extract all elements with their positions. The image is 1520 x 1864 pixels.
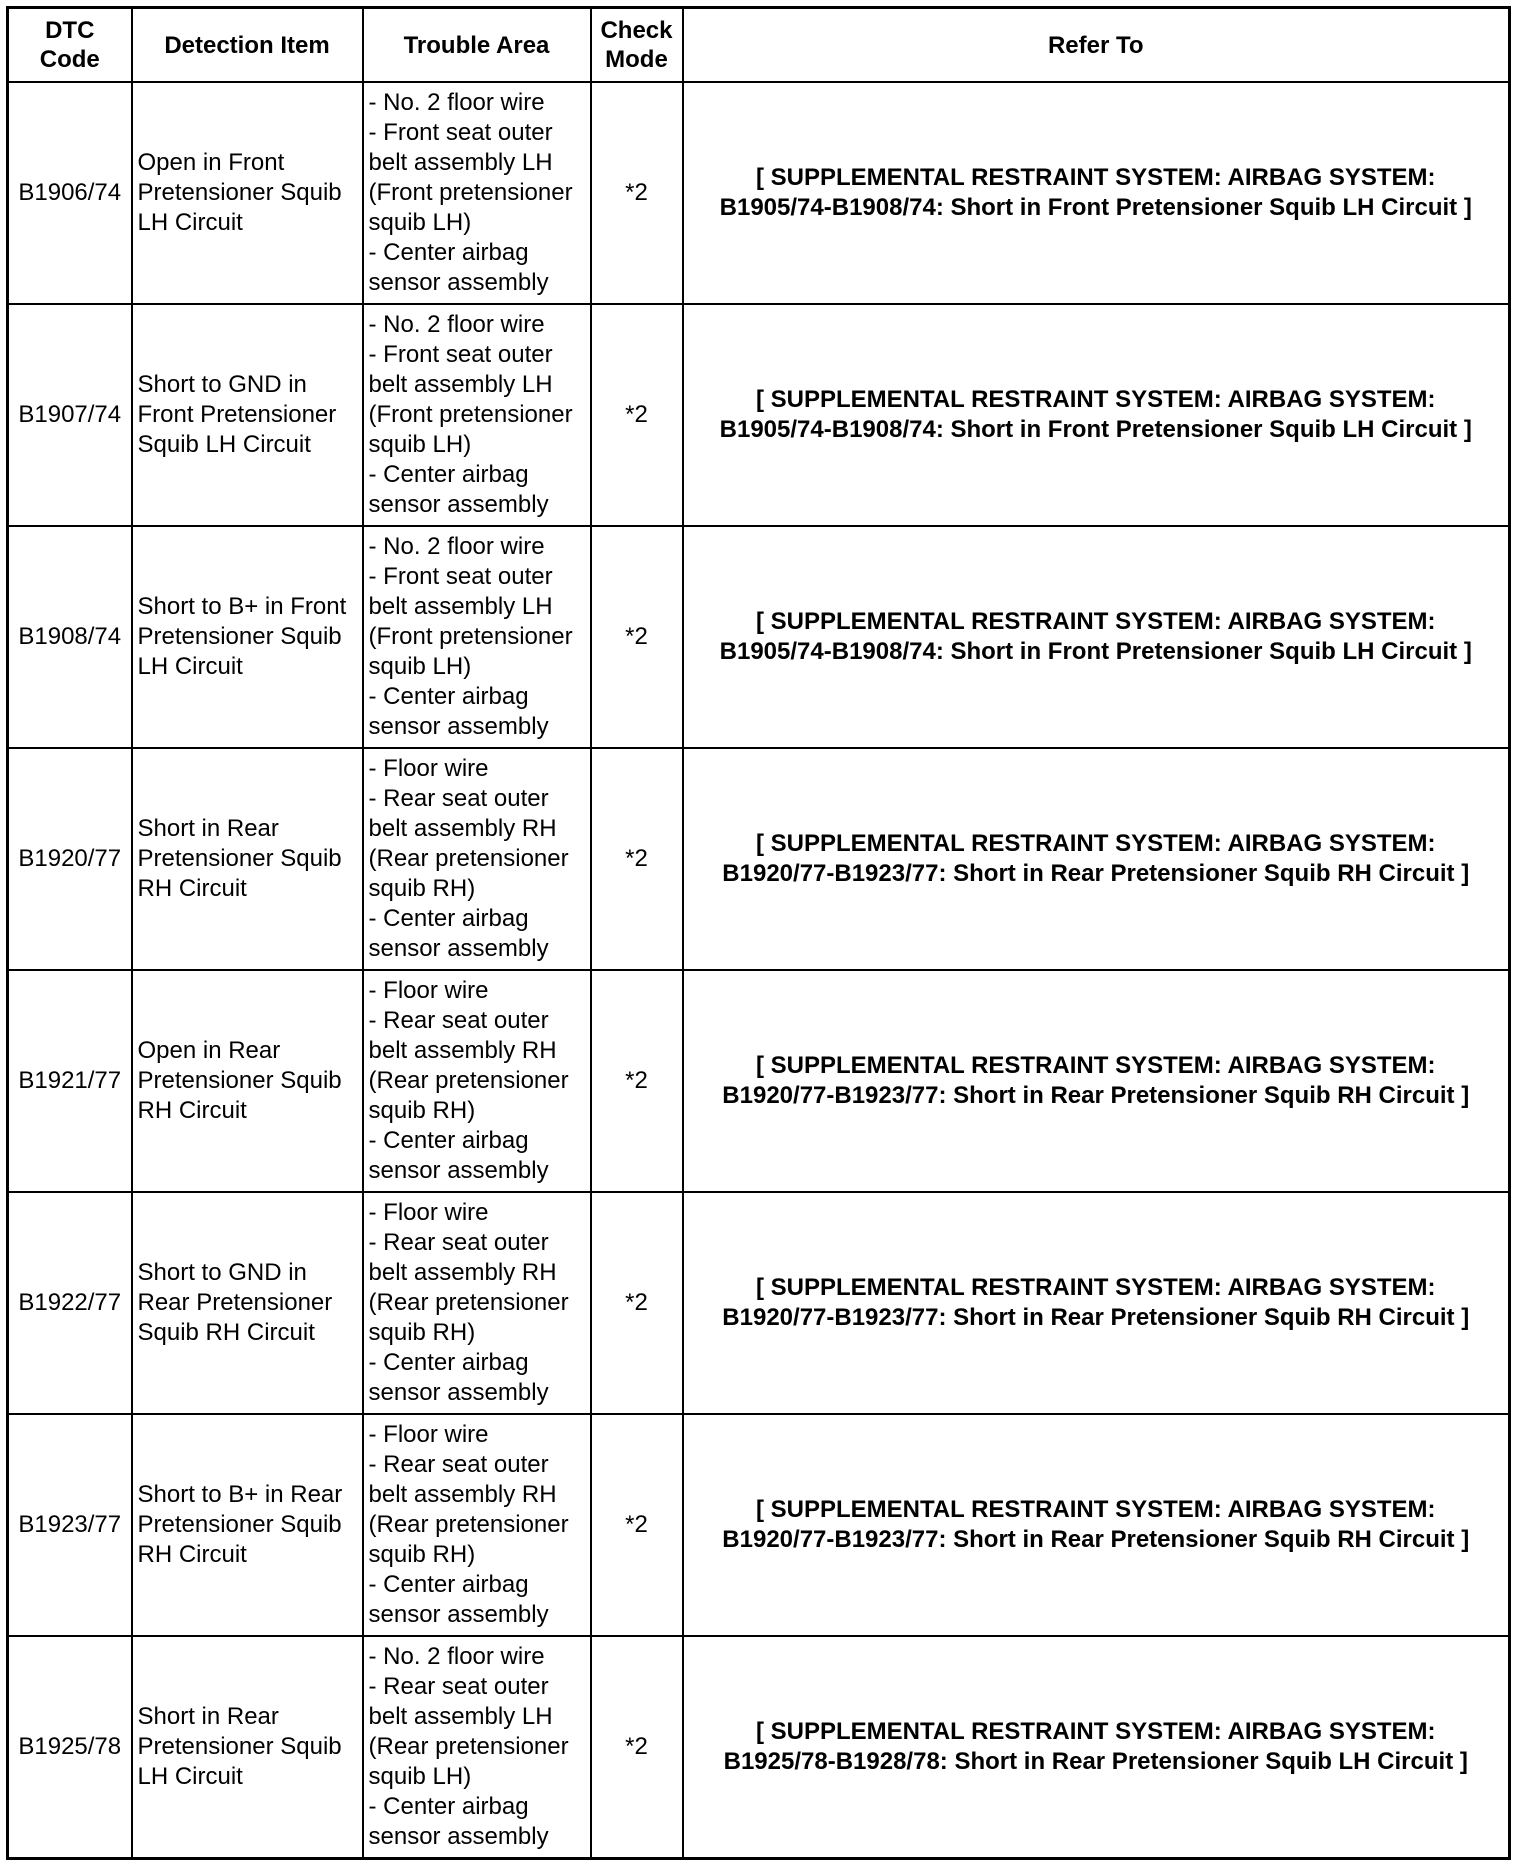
- refer-to-link[interactable]: [683, 1414, 1510, 1636]
- trouble-area-line: sensor assembly: [368, 713, 549, 740]
- detection-item-cell: [132, 970, 363, 1192]
- trouble-area-line: - Rear seat outer: [368, 1007, 549, 1034]
- trouble-area-line: (Front pretensioner: [368, 623, 573, 650]
- detection-item-line: Short in Rear: [137, 1702, 279, 1730]
- detection-item-line: Pretensioner Squib: [137, 1732, 342, 1760]
- trouble-area-line: squib RH): [368, 1541, 476, 1568]
- check-mode-cell: *2: [591, 82, 683, 304]
- dtc-code-cell: B1923/77: [8, 1414, 132, 1636]
- trouble-area-line: - Floor wire: [368, 977, 489, 1004]
- header-dtc-code: [8, 8, 132, 83]
- detection-item-line: Short to GND in: [137, 1259, 307, 1286]
- trouble-area-line: - Center airbag: [368, 683, 529, 710]
- trouble-area-line: (Rear pretensioner: [368, 1732, 569, 1760]
- refer-to-line: B1905/74-B1908/74: Short in Front Pretensioner Squib LH Circuit ]: [719, 416, 1472, 443]
- detection-item-cell: [132, 526, 363, 748]
- table-body: [8, 82, 1510, 1858]
- header-dtc-code-line: DTC: [45, 17, 95, 44]
- detection-item-cell: [132, 1192, 363, 1414]
- detection-item-line: Rear Pretensioner: [137, 1289, 333, 1316]
- detection-item-line: Pretensioner Squib: [137, 845, 342, 872]
- check-mode-cell: *2: [591, 304, 683, 526]
- dtc-code-cell: B1906/74: [8, 82, 132, 304]
- trouble-area-line: - Front seat outer: [368, 341, 553, 368]
- refer-to-link[interactable]: [683, 82, 1510, 304]
- trouble-area-line: - Rear seat outer: [368, 1229, 549, 1256]
- detection-item-line: Short in Rear: [137, 815, 279, 842]
- trouble-area-line: belt assembly RH: [368, 1259, 557, 1286]
- trouble-area-line: - Floor wire: [368, 1199, 489, 1226]
- table-row: [8, 1636, 1510, 1858]
- detection-item-cell: [132, 1414, 363, 1636]
- trouble-area-line: (Front pretensioner: [368, 401, 573, 428]
- trouble-area-line: sensor assembly: [368, 1157, 549, 1184]
- refer-to-line: [ SUPPLEMENTAL RESTRAINT SYSTEM: AIRBAG SYSTEM:: [755, 1274, 1436, 1301]
- detection-item-line: Front Pretensioner: [137, 401, 337, 428]
- detection-item-line: Open in Rear: [137, 1037, 281, 1064]
- trouble-area-line: belt assembly RH: [368, 815, 557, 842]
- trouble-area-line: belt assembly RH: [368, 1037, 557, 1064]
- refer-to-link[interactable]: [683, 526, 1510, 748]
- trouble-area-line: sensor assembly: [368, 491, 549, 518]
- trouble-area-line: sensor assembly: [368, 935, 549, 962]
- table-row: [8, 970, 1510, 1192]
- dtc-code-cell: B1925/78: [8, 1636, 132, 1858]
- trouble-area-line: (Rear pretensioner: [368, 1067, 569, 1094]
- refer-to-link[interactable]: [683, 748, 1510, 970]
- trouble-area-line: squib LH): [368, 209, 472, 236]
- trouble-area-line: - No. 2 floor wire: [368, 533, 545, 560]
- trouble-area-cell: [363, 82, 591, 304]
- refer-to-line: [ SUPPLEMENTAL RESTRAINT SYSTEM: AIRBAG SYSTEM:: [755, 830, 1436, 857]
- trouble-area-line: - Front seat outer: [368, 563, 553, 590]
- trouble-area-line: squib RH): [368, 1097, 476, 1124]
- header-trouble-area: Trouble Area: [363, 8, 591, 83]
- trouble-area-line: - Center airbag: [368, 1792, 529, 1820]
- detection-item-line: Open in Front: [137, 149, 285, 176]
- detection-item-line: Pretensioner Squib: [137, 179, 342, 206]
- trouble-area-line: - Floor wire: [368, 1421, 489, 1448]
- check-mode-cell: *2: [591, 970, 683, 1192]
- dtc-code-cell: B1920/77: [8, 748, 132, 970]
- trouble-area-line: - Center airbag: [368, 461, 529, 488]
- header-check-mode-line: Check: [600, 17, 673, 44]
- detection-item-cell: [132, 748, 363, 970]
- refer-to-line: [ SUPPLEMENTAL RESTRAINT SYSTEM: AIRBAG SYSTEM:: [755, 1496, 1436, 1523]
- check-mode-cell: *2: [591, 526, 683, 748]
- refer-to-line: B1920/77-B1923/77: Short in Rear Pretensioner Squib RH Circuit ]: [722, 1526, 1470, 1553]
- refer-to-line: B1905/74-B1908/74: Short in Front Pretensioner Squib LH Circuit ]: [719, 194, 1472, 221]
- trouble-area-line: sensor assembly: [368, 269, 549, 296]
- dtc-code-cell: B1907/74: [8, 304, 132, 526]
- trouble-area-line: - Center airbag: [368, 1349, 529, 1376]
- dtc-code-cell: B1908/74: [8, 526, 132, 748]
- trouble-area-line: (Rear pretensioner: [368, 1289, 569, 1316]
- detection-item-line: Short to GND in: [137, 371, 307, 398]
- detection-item-line: Pretensioner Squib: [137, 623, 342, 650]
- trouble-area-line: squib RH): [368, 875, 476, 902]
- trouble-area-line: belt assembly LH: [368, 149, 553, 176]
- refer-to-line: B1920/77-B1923/77: Short in Rear Pretensioner Squib RH Circuit ]: [722, 1304, 1470, 1331]
- table-row: [8, 526, 1510, 748]
- trouble-area-line: - Floor wire: [368, 755, 489, 782]
- trouble-area-cell: [363, 1636, 591, 1858]
- table-row: [8, 82, 1510, 304]
- trouble-area-line: - No. 2 floor wire: [368, 311, 545, 338]
- trouble-area-line: - Center airbag: [368, 1571, 529, 1598]
- refer-to-line: B1905/74-B1908/74: Short in Front Pretensioner Squib LH Circuit ]: [719, 638, 1472, 665]
- refer-to-line: B1920/77-B1923/77: Short in Rear Pretensioner Squib RH Circuit ]: [722, 1082, 1470, 1109]
- refer-to-line: [ SUPPLEMENTAL RESTRAINT SYSTEM: AIRBAG SYSTEM:: [755, 386, 1436, 413]
- trouble-area-cell: [363, 748, 591, 970]
- trouble-area-line: sensor assembly: [368, 1822, 549, 1850]
- trouble-area-line: - No. 2 floor wire: [368, 1642, 545, 1670]
- trouble-area-line: belt assembly LH: [368, 371, 553, 398]
- detection-item-cell: [132, 304, 363, 526]
- trouble-area-cell: [363, 970, 591, 1192]
- trouble-area-line: belt assembly LH: [368, 1702, 553, 1730]
- header-row: [8, 8, 1510, 83]
- detection-item-cell: [132, 1636, 363, 1858]
- header-check-mode: [591, 8, 683, 83]
- detection-item-line: RH Circuit: [137, 1097, 247, 1124]
- detection-item-line: Pretensioner Squib: [137, 1067, 342, 1094]
- detection-item-line: LH Circuit: [137, 653, 243, 680]
- header-dtc-code-line: Code: [39, 46, 100, 73]
- dtc-code-cell: B1922/77: [8, 1192, 132, 1414]
- trouble-area-line: (Rear pretensioner: [368, 1511, 569, 1538]
- detection-item-line: Short to B+ in Rear: [137, 1481, 343, 1508]
- check-mode-cell: *2: [591, 1414, 683, 1636]
- refer-to-line: [ SUPPLEMENTAL RESTRAINT SYSTEM: AIRBAG SYSTEM:: [755, 1052, 1436, 1079]
- trouble-area-cell: [363, 1414, 591, 1636]
- check-mode-cell: *2: [591, 1192, 683, 1414]
- trouble-area-line: squib RH): [368, 1319, 476, 1346]
- detection-item-line: RH Circuit: [137, 875, 247, 902]
- trouble-area-line: sensor assembly: [368, 1379, 549, 1406]
- table-row: [8, 748, 1510, 970]
- trouble-area-line: belt assembly LH: [368, 593, 553, 620]
- header-refer-to: Refer To: [683, 8, 1510, 83]
- trouble-area-cell: [363, 1192, 591, 1414]
- trouble-area-line: - No. 2 floor wire: [368, 89, 545, 116]
- detection-item-line: LH Circuit: [137, 1762, 243, 1790]
- header-check-mode-line: Mode: [605, 46, 668, 73]
- detection-item-cell: [132, 82, 363, 304]
- trouble-area-line: (Front pretensioner: [368, 179, 573, 206]
- refer-to-line: B1920/77-B1923/77: Short in Rear Pretensioner Squib RH Circuit ]: [722, 860, 1470, 887]
- detection-item-line: Squib RH Circuit: [137, 1319, 315, 1346]
- trouble-area-cell: [363, 526, 591, 748]
- refer-to-link[interactable]: [683, 970, 1510, 1192]
- trouble-area-line: - Center airbag: [368, 1127, 529, 1154]
- trouble-area-line: belt assembly RH: [368, 1481, 557, 1508]
- table-row: [8, 304, 1510, 526]
- table-header: [8, 8, 1510, 83]
- trouble-area-line: (Rear pretensioner: [368, 845, 569, 872]
- refer-to-link[interactable]: [683, 304, 1510, 526]
- refer-to-line: [ SUPPLEMENTAL RESTRAINT SYSTEM: AIRBAG SYSTEM:: [755, 608, 1436, 635]
- trouble-area-line: squib LH): [368, 1762, 472, 1790]
- trouble-area-line: - Rear seat outer: [368, 1451, 549, 1478]
- check-mode-cell: *2: [591, 1636, 683, 1858]
- trouble-area-cell: [363, 304, 591, 526]
- trouble-area-line: - Center airbag: [368, 239, 529, 266]
- detection-item-line: Squib LH Circuit: [137, 431, 311, 458]
- refer-to-line: [ SUPPLEMENTAL RESTRAINT SYSTEM: AIRBAG SYSTEM:: [755, 164, 1436, 191]
- trouble-area-line: sensor assembly: [368, 1601, 549, 1628]
- trouble-area-line: squib LH): [368, 653, 472, 680]
- refer-to-link[interactable]: [683, 1636, 1510, 1858]
- trouble-area-line: squib LH): [368, 431, 472, 458]
- check-mode-cell: *2: [591, 748, 683, 970]
- refer-to-line: [ SUPPLEMENTAL RESTRAINT SYSTEM: AIRBAG SYSTEM:: [755, 1717, 1436, 1745]
- dtc-code-cell: B1921/77: [8, 970, 132, 1192]
- table-row: [8, 1414, 1510, 1636]
- trouble-area-line: - Center airbag: [368, 905, 529, 932]
- dtc-table: [6, 6, 1511, 1860]
- trouble-area-line: - Rear seat outer: [368, 785, 549, 812]
- table-row: [8, 1192, 1510, 1414]
- detection-item-line: Short to B+ in Front: [137, 593, 347, 620]
- detection-item-line: RH Circuit: [137, 1541, 247, 1568]
- refer-to-line: B1925/78-B1928/78: Short in Rear Pretensioner Squib LH Circuit ]: [723, 1747, 1468, 1775]
- trouble-area-line: - Rear seat outer: [368, 1672, 549, 1700]
- header-detection-item: Detection Item: [132, 8, 363, 83]
- refer-to-link[interactable]: [683, 1192, 1510, 1414]
- trouble-area-line: - Front seat outer: [368, 119, 553, 146]
- detection-item-line: Pretensioner Squib: [137, 1511, 342, 1538]
- detection-item-line: LH Circuit: [137, 209, 243, 236]
